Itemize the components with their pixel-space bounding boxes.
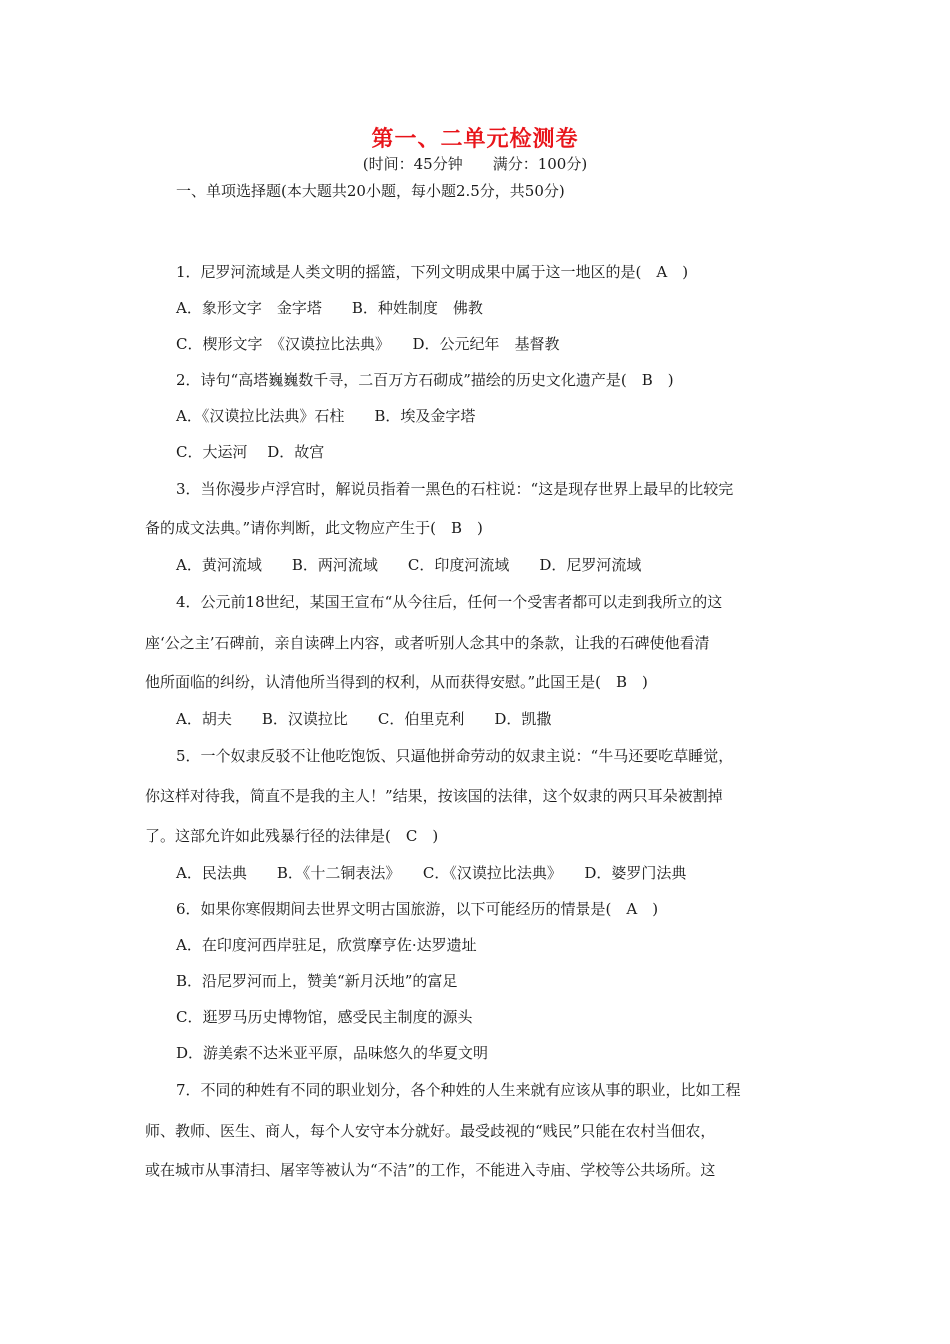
section-heading: 一、单项选择题(本大题共20小题，每小题2.5分，共50分) <box>176 182 565 200</box>
question-6-option-b: B．沿尼罗河而上，赞美“新月沃地”的富足 <box>176 972 458 990</box>
question-5-options: A．民法典 B．《十二铜表法》 C．《汉谟拉比法典》 D．婆罗门法典 <box>176 864 687 882</box>
question-7-continued-2: 或在城市从事清扫、屠宰等被认为“不洁”的工作，不能进入寺庙、学校等公共场所。这 <box>145 1161 716 1179</box>
exam-info: (时间：45分钟 满分：100分) <box>362 155 588 173</box>
question-2-options-cd: C．大运河 D．故宫 <box>176 443 325 461</box>
question-6-option-c: C．逛罗马历史博物馆，感受民主制度的源头 <box>176 1008 473 1026</box>
question-4-continued-2: 他所面临的纠纷，认清他所当得到的权利，从而获得安慰。”此国王是( B ) <box>145 673 648 691</box>
question-1-options-ab: A．象形文字 金字塔 B．种姓制度 佛教 <box>176 299 483 317</box>
question-1: 1．尼罗河流域是人类文明的摇篮，下列文明成果中属于这一地区的是( A ) <box>176 263 689 281</box>
question-3-options: A．黄河流域 B．两河流域 C．印度河流域 D．尼罗河流域 <box>176 556 642 574</box>
question-5-continued-2: 了。这部允许如此残暴行径的法律是( C ) <box>145 827 439 845</box>
question-3: 3．当你漫步卢浮宫时，解说员指着一黑色的石柱说：“这是现存世界上最早的比较完 <box>176 480 734 498</box>
question-5-continued-1: 你这样对待我，简直不是我的主人！”结果，按该国的法律，这个奴隶的两只耳朵被割掉 <box>145 787 723 805</box>
question-7: 7．不同的种姓有不同的职业划分，各个种姓的人生来就有应该从事的职业，比如工程 <box>176 1081 741 1099</box>
question-3-continued: 备的成文法典。”请你判断，此文物应产生于( B ) <box>145 519 483 537</box>
question-6-option-d: D．游美索不达米亚平原，品味悠久的华夏文明 <box>176 1044 489 1062</box>
question-4-continued-1: 座‘公之主’石碑前，亲自读碑上内容，或者听别人念其中的条款，让我的石碑使他看清 <box>145 634 710 652</box>
question-5: 5．一个奴隶反驳不让他吃饱饭、只逼他拼命劳动的奴隶主说：“牛马还要吃草睡觉， <box>176 747 734 765</box>
question-6: 6．如果你寒假期间去世界文明古国旅游，以下可能经历的情景是( A ) <box>176 900 659 918</box>
question-2-options-ab: A．《汉谟拉比法典》石柱 B．埃及金字塔 <box>176 407 476 425</box>
question-7-continued-1: 师、教师、医生、商人，每个人安守本分就好。最受歧视的“贱民”只能在农村当佃农， <box>145 1122 716 1140</box>
question-2: 2．诗句“高塔巍巍数千寻，二百万方石砌成”描绘的历史文化遗产是( B ) <box>176 371 674 389</box>
question-4: 4．公元前18世纪，某国王宣布“从今往后，任何一个受害者都可以走到我所立的这 <box>176 593 723 611</box>
page-title: 第一、二单元检测卷 <box>371 126 579 152</box>
question-4-options: A．胡夫 B．汉谟拉比 C．伯里克利 D．凯撒 <box>176 710 552 728</box>
question-6-option-a: A．在印度河西岸驻足，欣赏摩亨佐·达罗遗址 <box>176 936 477 954</box>
question-1-options-cd: C．楔形文字 《汉谟拉比法典》 D．公元纪年 基督教 <box>176 335 560 353</box>
